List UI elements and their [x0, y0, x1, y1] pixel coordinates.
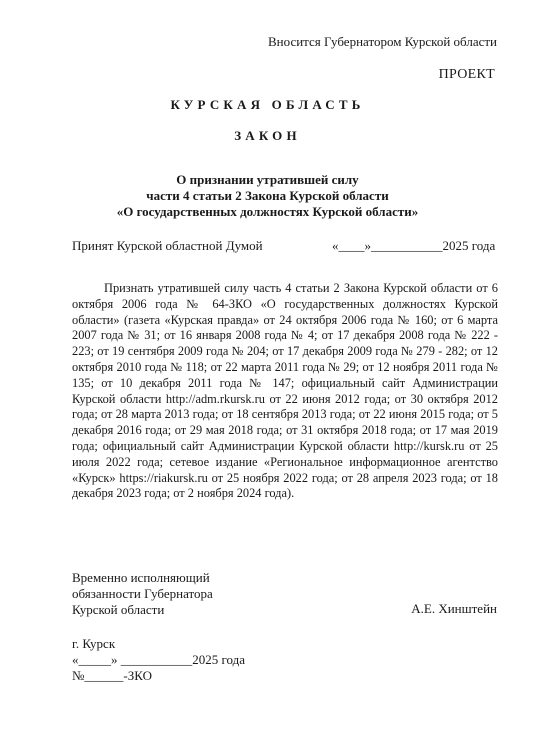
- law-title-line-3: «О государственных должностях Курской области»: [116, 204, 419, 219]
- adoption-date: «____»___________2025 года: [332, 238, 496, 253]
- signatory-position-line-3: Курской области: [72, 602, 165, 617]
- law-title-line-1: О признании утратившей силу: [176, 172, 359, 187]
- law-body-paragraph: Признать утратившей силу часть 4 статьи 2 Закона Курской области от 6 октября 2006 года № 64-ЗКО «О государственных должностях Курской области» (газета «Курская правда» от 24 октября 2006 года № 160; от 6 марта 2007 года № 31; от 16 января 2008 года № 4; от 17 декабря 2008 года № 222 - 223; от 19 сентября 2009 года № 204; от 17 декабря 2009 года № 279 - 282; от 12 октября 2010 года № 118; от 22 марта 2011 года № 29; от 12 ноября 2011 года № 135; от 10 декабря 2011 года № 147; официальный сайт Администрации Курской области http://adm.rkursk.ru от 22 июня 2012 года; от 30 октября 2012 года; от 28 марта 2013 года; от 18 сентября 2013 года; от 22 июня 2015 года; от 5 декабря 2016 года; от 29 мая 2018 года; от 31 октября 2018 года; от 17 мая 2019 года; официальный сайт Администрации Курской области http://kursk.ru от 25 июля 2022 года; сетевое издание «Региональное информационное агентство «Курск» https://riakursk.ru от 25 ноября 2022 года; от 28 апреля 2023 года; от 18 декабря 2023 года; от 2 ноября 2024 года).: [72, 281, 498, 501]
- signatory-position: [72, 570, 213, 618]
- signatory-name: А.Е. Хинштейн: [411, 601, 497, 616]
- draft-mark: ПРОЕКТ: [438, 67, 495, 82]
- signatory-position-line-2: обязанности Губернатора: [72, 586, 213, 601]
- footer-city: г. Курск: [72, 636, 116, 651]
- law-title-line-2: части 4 статьи 2 Закона Курской области: [146, 188, 389, 203]
- submitted-by-line: Вносится Губернатором Курской области: [268, 34, 497, 49]
- document-footer: [72, 636, 245, 684]
- footer-date: «_____» ___________2025 года: [72, 652, 246, 667]
- region-heading: КУРСКАЯ ОБЛАСТЬ: [170, 97, 365, 112]
- law-title: [0, 172, 535, 220]
- document-type-heading: ЗАКОН: [234, 128, 301, 143]
- signatory-position-line-1: Временно исполняющий: [72, 570, 210, 585]
- adoption-label: Принят Курской областной Думой: [72, 238, 263, 253]
- footer-number: №______-ЗКО: [72, 668, 152, 683]
